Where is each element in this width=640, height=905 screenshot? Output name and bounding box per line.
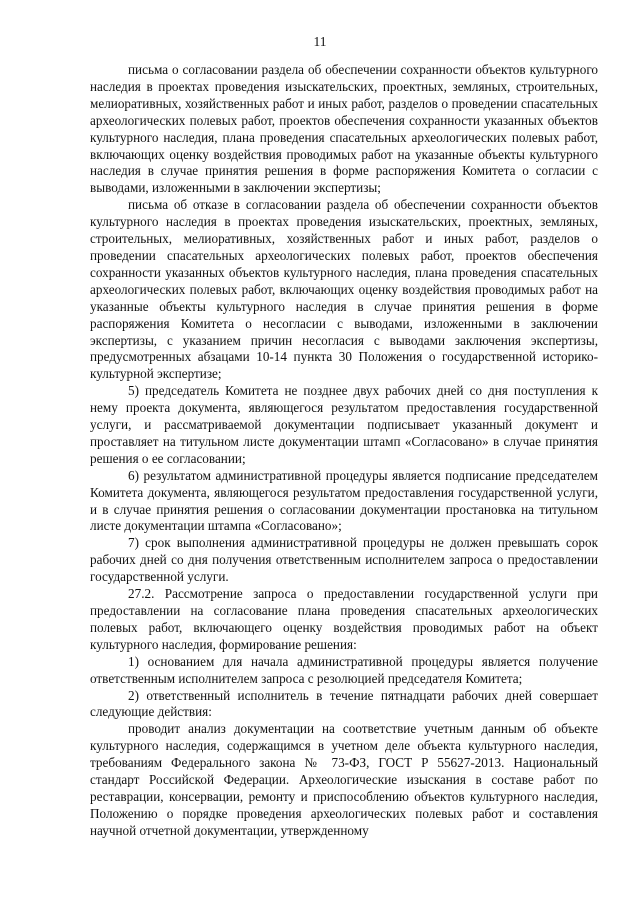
paragraph: 27.2. Рассмотрение запроса о предоставлении государственной услуги при предоставлении на согласование плана проведения спасательных археологических полевых работ, включающего оценку воздействия проводимых работ на объект культурного наследия, формирование решения: (90, 586, 598, 652)
paragraph: письма о согласовании раздела об обеспечении сохранности объектов культурного наследия в проектах проведения изыскательских, проектных, земляных, строительных, мелиоративных, хозяйственных работ и иных работ, разделов о проведении спасательных археологических полевых работ, проектов обеспечения сохранности указанных объектов культурного наследия, плана проведения спасательных археологических полевых работ, включающих оценку воздействия проводимых работ на указанные объекты культурного наследия в случае принятия решения в форме распоряжения Комитета о согласии с выводами, изложенными в заключении экспертизы; (90, 62, 598, 196)
paragraph: письма об отказе в согласовании раздела об обеспечении сохранности объектов культурного наследия в проектах проведения изыскательских, проектных, земляных, строительных, мелиоративных, хозяйственных работ и иных работ, разделов о проведении спасательных археологических полевых работ, проектов обеспечения сохранности указанных объектов культурного наследия, плана проведения спасательных археологических полевых работ, включающих оценку воздействия проводимых работ на указанные объекты культурного наследия в случае принятия решения в форме распоряжения Комитета о несогласии с выводами, изложенными в заключении экспертизы, с указанием причин несогласия с выводами заключения экспертизы, предусмотренных абзацами 10-14 пункта 30 Положения о государственной историко-культурной экспертизе; (90, 197, 598, 382)
paragraph: 7) срок выполнения административной процедуры не должен превышать сорок рабочих дней со дня получения ответственным исполнителем запроса о предоставлении государственной услуги. (90, 535, 598, 585)
paragraph: проводит анализ документации на соответствие учетным данным об объекте культурного наследия, содержащимся в учетном деле объекта культурного наследия, требованиям Федерального закона № 73-ФЗ, ГОСТ Р 55627-2013. Национальный стандарт Российской Федерации. Археологические изыскания в составе работ по реставрации, консервации, ремонту и приспособлению объектов культурного наследия, Положению о порядке проведения археологических полевых работ и составления научной отчетной документации, утвержденному (90, 721, 598, 838)
document-body (90, 62, 598, 840)
paragraph: 5) председатель Комитета не позднее двух рабочих дней со дня поступления к нему проекта документа, являющегося результатом предоставления государственной услуги, и рассматриваемой документации подписывает указанный документ и проставляет на титульном листе документации штамп «Согласовано» в случае принятия решения о ее согласовании; (90, 383, 598, 466)
paragraph: 2) ответственный исполнитель в течение пятнадцати рабочих дней совершает следующие действия: (90, 687, 598, 720)
page-number: 11 (313, 34, 327, 49)
paragraph: 6) результатом административной процедуры является подписание председателем Комитета документа, являющегося результатом предоставления государственной услуги, и в случае принятия решения о согласовании документации простановка на титульном листе документации штампа «Согласовано»; (90, 467, 598, 534)
paragraph: 1) основанием для начала административной процедуры является получение ответственным исполнителем запроса с резолюцией председателя Комитета; (90, 653, 598, 686)
